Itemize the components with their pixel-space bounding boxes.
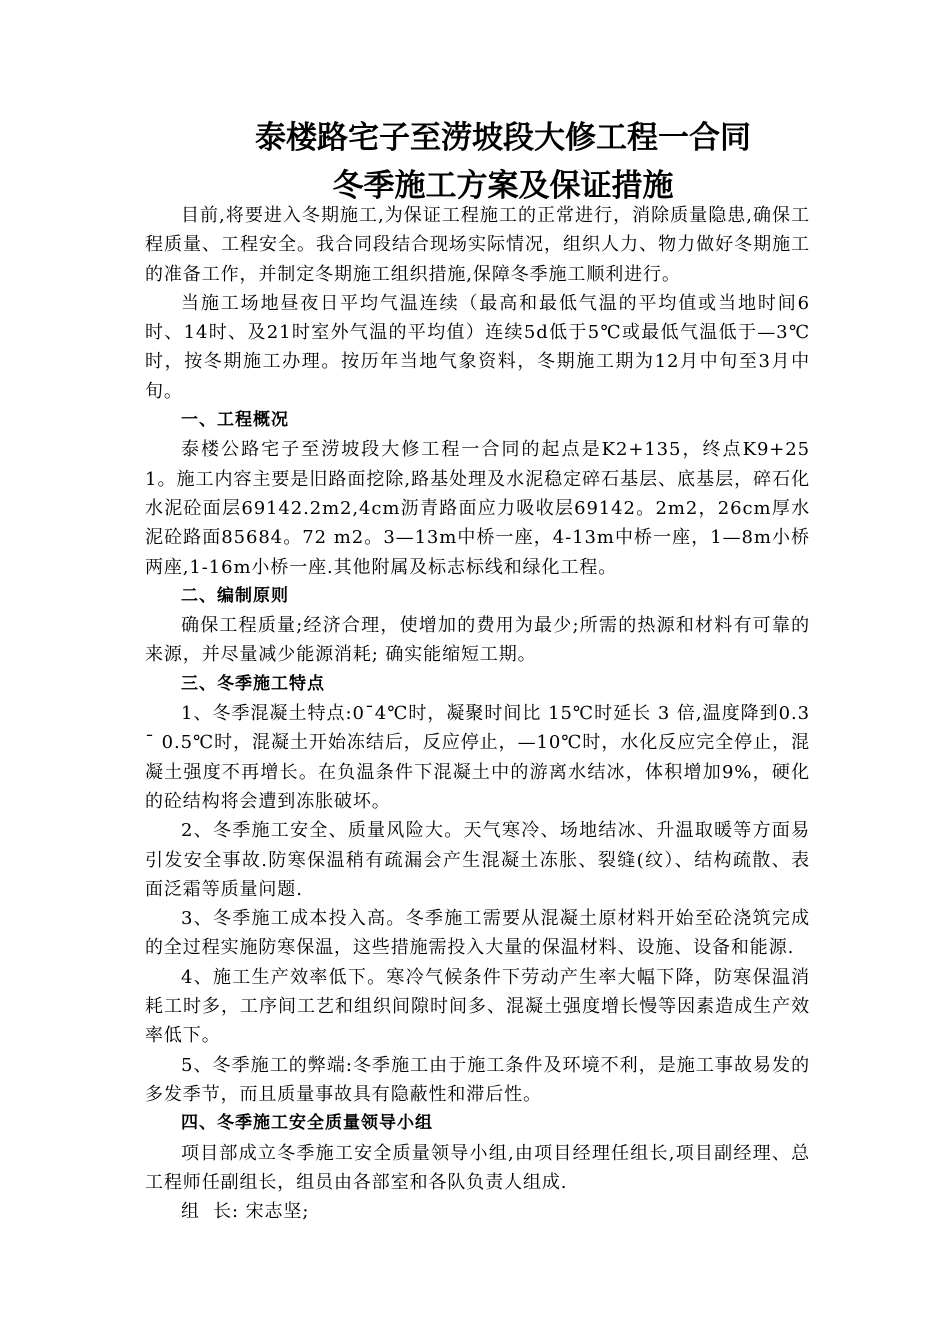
section-paragraph: 确保工程质量;经济合理，使增加的费用为最少;所需的热源和材料有可靠的来源，并尽量减少能源消耗; 确实能缩短工期。 (145, 615, 810, 666)
section-paragraph: 5、冬季施工的弊端:冬季施工由于施工条件及环境不利，是施工事故易发的多发季节，而且质量事故具有隐蔽性和滞后性。 (145, 1054, 810, 1105)
section-paragraph: 4、施工生产效率低下。寒冷气候条件下劳动产生率大幅下降，防寒保温消耗工时多，工序间工艺和组织间隙时间多、混凝土强度增长慢等因素造成生产效 率低下。 (145, 966, 810, 1047)
roster-line: 组 长: 宋志坚; (181, 1201, 310, 1223)
section-paragraph: 1、冬季混凝土特点:0¯4℃时，凝聚时间比 15℃时延长 3 倍,温度降到0.3¯ 0.5℃时，混凝土开始冻结后，反应停止，—10℃时，水化反应完全停止，混凝土强度不再增长。在负温条件下混凝土中的游离水结冰，体积增加9%，硬化的砼结构将会遭到冻胀破坏。 (145, 703, 810, 812)
document-body (145, 201, 810, 1226)
section-paragraph: 2、冬季施工安全、质量风险大。天气寒冷、场地结冰、升温取暖等方面易引发安全事故.防寒保温稍有疏漏会产生混凝土冻胀、裂缝(纹）、结构疏散、表面泛霜等质量问题. (145, 820, 810, 900)
intro-paragraph: 当施工场地昼夜日平均气温连续（最高和最低气温的平均值或当地时间6时、14时、及21时室外气温的平均值）连续5d低于5℃或最低气温低于—3℃时，按冬期施工办理。按历年当地气象资料，冬期施工期为12月中旬至3月中旬。 (145, 292, 810, 402)
intro-paragraph: 目前,将要进入冬期施工,为保证工程施工的正常进行，消除质量隐患,确保工程质量、工程安全。我合同段结合现场实际情况，组织人力、物力做好冬期施工的准备工作，并制定冬期施工组织措施,保障冬季施工顺利进行。 (145, 205, 810, 285)
section-heading-overview: 一、工程概况 (181, 410, 289, 431)
section-paragraph: 3、冬季施工成本投入高。冬季施工需要从混凝土原材料开始至砼浇筑完成的全过程实施防寒保温，这些措施需投入大量的保温材料、设施、设备和能源. (145, 908, 810, 959)
section-heading-characteristics: 三、冬季施工特点 (181, 673, 325, 694)
document-subtitle: 冬季施工方案及保证措施 (332, 168, 674, 204)
section-heading-principles: 二、编制原则 (181, 585, 289, 606)
section-heading-leadership-group: 四、冬季施工安全质量领导小组 (181, 1113, 433, 1134)
document-title: 泰楼路宅子至涝坡段大修工程一合同 (255, 120, 751, 156)
section-paragraph: 项目部成立冬季施工安全质量领导小组,由项目经理任组长,项目副经理、总工程师任副组长，组员由各部室和各队负责人组成. (145, 1142, 810, 1193)
section-paragraph: 泰楼公路宅子至涝坡段大修工程一合同的起点是K2+135，终点K9+251。施工内容主要是旧路面挖除,路基处理及水泥稳定碎石基层、底基层，碎石化水泥砼面层69142.2m2,4cm沥青路面应力吸收层69142。2m2，26cm厚水泥砼路面85684。72 m2。3—13m中桥一座，4-13m中桥一座，1—8m小桥两座,1-16m小桥一座.其他附属及标志标线和绿化工程。 (145, 439, 811, 578)
